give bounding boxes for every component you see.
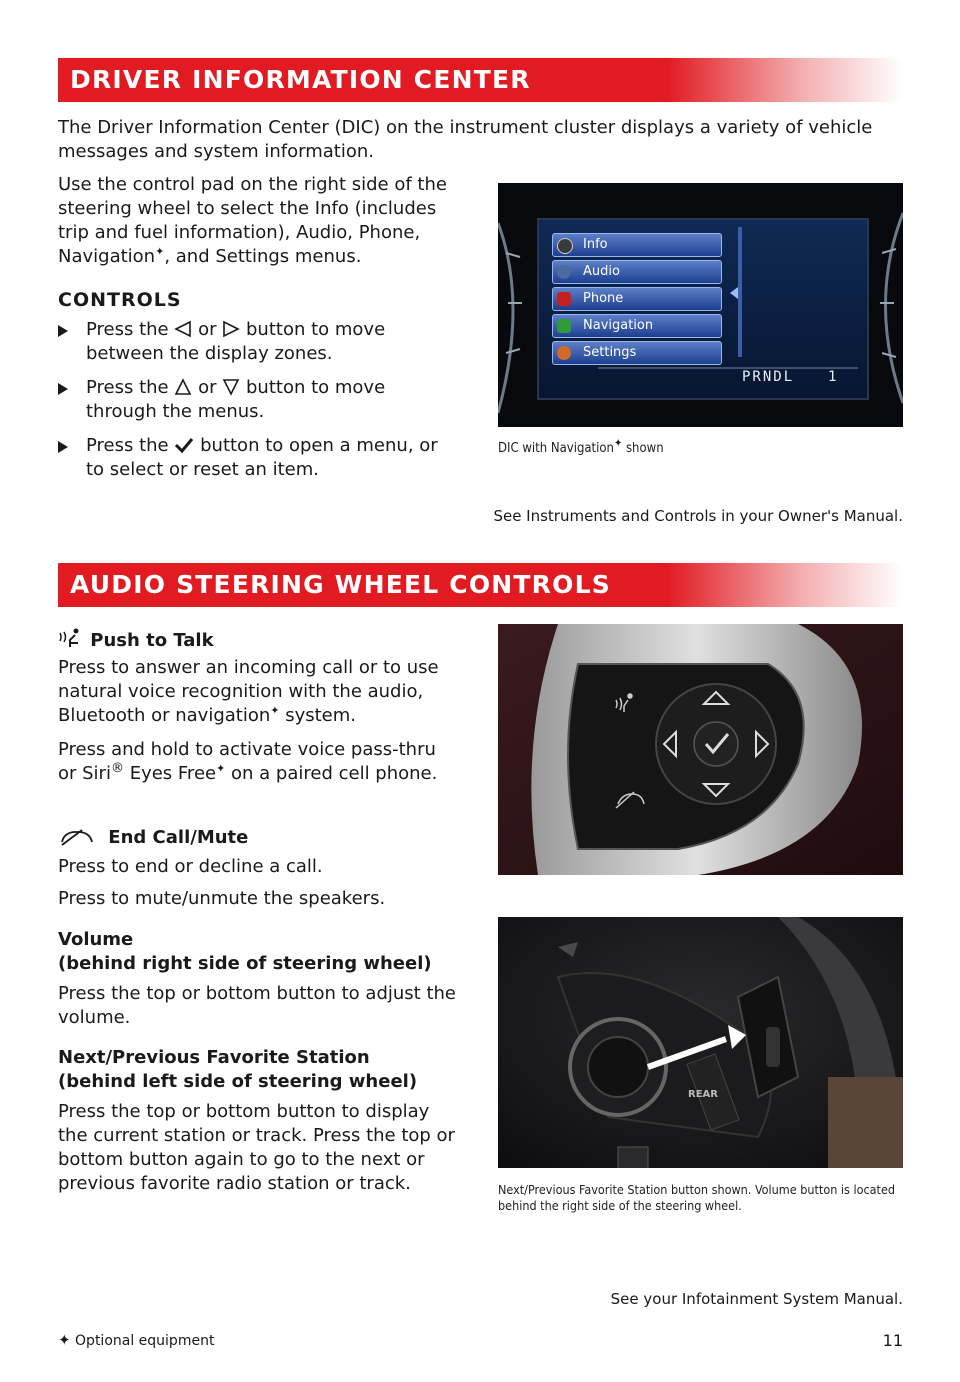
steering-controls-illustration bbox=[498, 624, 903, 875]
page-number: 11 bbox=[882, 1331, 903, 1350]
dic-menu-item-info: Info bbox=[552, 233, 722, 257]
end-call-mute-icon bbox=[58, 828, 102, 846]
audio-icon bbox=[557, 265, 571, 279]
bullet-arrow-icon bbox=[58, 383, 68, 395]
down-arrow-icon bbox=[222, 378, 240, 396]
audio-see-manual: See your Infotainment System Manual. bbox=[610, 1290, 903, 1308]
end-call-text-1: Press to end or decline a call. bbox=[58, 856, 323, 877]
settings-icon bbox=[557, 346, 571, 360]
optional-equipment-footnote: ✦ Optional equipment bbox=[58, 1331, 215, 1349]
dic-gear-number: 1 bbox=[828, 369, 837, 385]
dic-menu bbox=[552, 233, 722, 365]
bullet-arrow-icon bbox=[58, 325, 68, 337]
push-to-talk-heading: Push to Talk bbox=[58, 627, 214, 653]
audio-section-banner bbox=[58, 563, 903, 607]
dic-section-title: DRIVER INFORMATION CENTER bbox=[70, 65, 531, 94]
dic-menu-item-audio: Audio bbox=[552, 260, 722, 284]
dic-menu-item-phone: Phone bbox=[552, 287, 722, 311]
dic-caption: DIC with Navigation✦ shown bbox=[498, 436, 664, 456]
next-previous-text: Press the top or bottom button to display the current station or track. Press the top or bottom button again to go to the next or previous favorite radio station or track. bbox=[58, 1101, 455, 1194]
phone-icon bbox=[557, 292, 571, 306]
info-icon bbox=[557, 238, 573, 254]
navigation-icon bbox=[557, 319, 571, 333]
right-arrow-icon bbox=[222, 320, 240, 338]
steering-controls-photo bbox=[498, 624, 903, 875]
audio-section-title: AUDIO STEERING WHEEL CONTROLS bbox=[70, 570, 611, 599]
controls-bullet-1: Press the or button to move between the display zones. bbox=[58, 318, 448, 366]
controls-bullet-2: Press the or button to move through the menus. bbox=[58, 376, 448, 424]
controls-heading: CONTROLS bbox=[58, 289, 182, 311]
push-to-talk-icon bbox=[58, 627, 84, 649]
ptt-text-1: Press to answer an incoming call or to use natural voice recognition with the audio, Bluetooth or navigation✦ system. bbox=[58, 657, 439, 726]
dic-see-manual: See Instruments and Controls in your Owner's Manual. bbox=[493, 507, 903, 525]
end-call-heading: End Call/Mute bbox=[58, 826, 248, 850]
bullet-arrow-icon bbox=[58, 441, 68, 453]
up-arrow-icon bbox=[174, 378, 192, 396]
dic-menu-item-settings: Settings bbox=[552, 341, 722, 365]
volume-text: Press the top or bottom button to adjust the volume. bbox=[58, 983, 456, 1028]
optional-mark-icon: ✦ bbox=[155, 245, 165, 258]
rear-wiper-label: REAR bbox=[688, 1089, 718, 1100]
behind-wheel-photo bbox=[498, 917, 903, 1168]
controls-bullet-3: Press the button to open a menu, or to select or reset an item. bbox=[58, 434, 448, 482]
next-previous-heading: Next/Previous Favorite Station (behind left side of steering wheel) bbox=[58, 1047, 418, 1092]
checkmark-icon bbox=[174, 436, 194, 454]
dic-use-text: Use the control pad on the right side of the steering wheel to select the Info (includes trip and fuel information), Audio, Phone, Navigation✦, and Settings menus. bbox=[58, 174, 447, 267]
dic-photo bbox=[498, 183, 903, 427]
end-call-text-2: Press to mute/unmute the speakers. bbox=[58, 888, 386, 909]
dic-intro: The Driver Information Center (DIC) on the instrument cluster displays a variety of vehicle messages and system information. bbox=[58, 117, 873, 162]
dic-menu-item-navigation: Navigation bbox=[552, 314, 722, 338]
behind-wheel-illustration bbox=[498, 917, 903, 1168]
ptt-text-2: Press and hold to activate voice pass-thru or Siri® Eyes Free✦ on a paired cell phone. bbox=[58, 739, 438, 784]
left-arrow-icon bbox=[174, 320, 192, 338]
volume-heading: Volume (behind right side of steering wheel) bbox=[58, 929, 432, 974]
optional-mark-icon: ✦ bbox=[58, 1331, 71, 1349]
dic-gear-indicator: PRNDL bbox=[742, 369, 795, 385]
dic-section-banner bbox=[58, 58, 903, 102]
behind-wheel-caption: Next/Previous Favorite Station button shown. Volume button is located behind the right side of the steering wheel. bbox=[498, 1182, 896, 1213]
